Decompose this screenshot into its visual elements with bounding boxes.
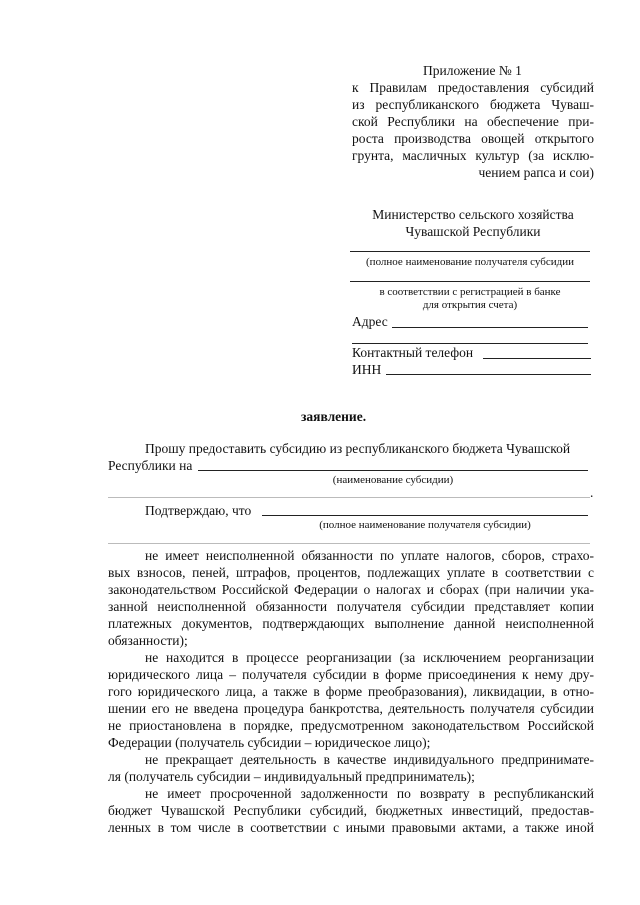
- bank-field[interactable]: [350, 281, 590, 282]
- appendix-line-4: роста производства овощей открытого: [352, 131, 594, 146]
- confirm-hint: (полное наименование получателя субсидии): [319, 519, 531, 531]
- inn-field[interactable]: [386, 374, 591, 375]
- appendix-line-5: грунта, масличных культур (за исклю-: [352, 148, 594, 163]
- body-line: шении его не введена процедура банкротства, деятельность получателя субсидии: [108, 701, 594, 716]
- body-line: не прекращает деятельность в качестве индивидуального предпринимате-: [145, 752, 594, 767]
- phone-label: Контактный телефон: [352, 345, 474, 360]
- subsidy-name-field[interactable]: [198, 470, 588, 471]
- recipient-name-field[interactable]: [350, 251, 590, 252]
- appendix-title: Приложение № 1: [423, 63, 522, 78]
- confirm-recipient-field-2[interactable]: [108, 543, 590, 544]
- statement-heading: заявление.: [301, 409, 367, 424]
- request-line-2: Республики на: [108, 458, 193, 473]
- subsidy-name-field-2[interactable]: [108, 497, 590, 498]
- bank-hint-line-2: для открытия счета): [422, 299, 518, 311]
- body-line: не находится в процессе реорганизации (за исключением реорганизации: [145, 650, 594, 665]
- body-line: обязанности);: [108, 633, 188, 648]
- address-label: Адрес: [352, 314, 388, 329]
- body-line: ленных в том числе в соответствии с иными правовыми актами, а также иной: [108, 820, 594, 835]
- body-line: не имеет просроченной задолженности по возврату в республиканский: [145, 786, 594, 801]
- appendix-line-3: ской Республики на обеспечение при-: [352, 114, 594, 129]
- body-line: бюджет Чувашской Республики субсидий, бюджетных инвестиций, предостав-: [108, 803, 594, 818]
- confirm-recipient-field[interactable]: [262, 515, 588, 516]
- appendix-line-2: из республиканского бюджета Чуваш-: [352, 97, 594, 112]
- body-line: ля (получатель субсидии – индивидуальный предприниматель);: [108, 769, 475, 784]
- body-line: гого юридического лица, а также в форме преобразования), ликвидации, в отно-: [108, 684, 594, 699]
- subsidy-hint: (наименование субсидии): [332, 474, 454, 486]
- body-line: не имеет неисполненной обязанности по уплате налогов, сборов, страхо-: [145, 548, 594, 563]
- confirm-label: Подтверждаю, что: [145, 503, 252, 518]
- body-line: занной неисполненной обязанности получателя субсидии представляет копии: [108, 599, 594, 614]
- phone-field[interactable]: [483, 358, 591, 359]
- body-line: платежных документов, подтверждающих выполнение данной неисполненной: [108, 616, 594, 631]
- ministry-line-2: Чувашской Республики: [405, 224, 541, 239]
- recipient-hint: (полное наименование получателя субсидии: [366, 256, 574, 268]
- body-line: Федерации (получатель субсидии – юридическое лицо);: [108, 735, 431, 750]
- appendix-line-1: к Правилам предоставления субсидий: [352, 80, 594, 95]
- address-field[interactable]: [392, 327, 588, 328]
- body-line: законодательством Российской Федерации о налогах и сборах (при наличии ука-: [108, 582, 594, 597]
- bank-hint-line-1: в соответствии с регистрацией в банке: [379, 286, 561, 298]
- subsidy-period: .: [590, 485, 594, 500]
- inn-label: ИНН: [352, 362, 382, 377]
- ministry-line-1: Министерство сельского хозяйства: [372, 207, 574, 222]
- body-line: не приостановлена в порядке, предусмотренном законодательством Российской: [108, 718, 594, 733]
- request-line-1: Прошу предоставить субсидию из республиканского бюджета Чувашской: [145, 441, 571, 456]
- body-line: вых взносов, пеней, штрафов, процентов, подлежащих уплате в соответствии с: [108, 565, 594, 580]
- body-line: юридического лица – получателя субсидии в форме присоединения к нему дру-: [108, 667, 594, 682]
- appendix-line-6: чением рапса и сои): [478, 165, 594, 180]
